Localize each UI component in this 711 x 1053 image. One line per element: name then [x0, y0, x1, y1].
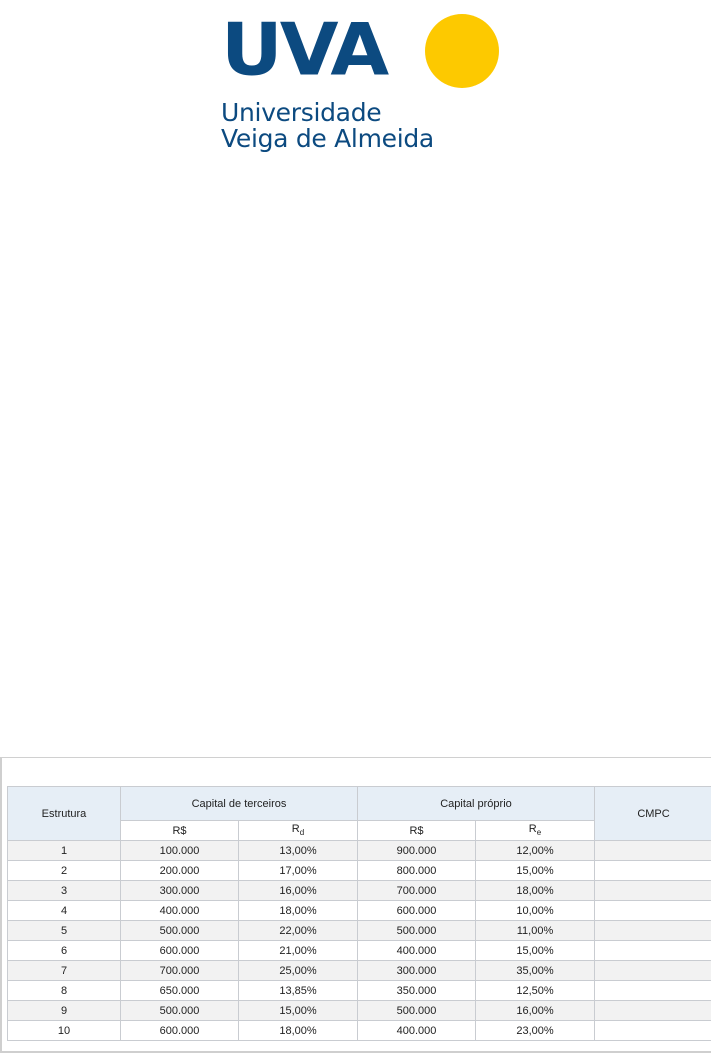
- cell-rd: 22,00%: [239, 921, 358, 941]
- cell-re: 10,00%: [476, 901, 595, 921]
- cell-re: 12,50%: [476, 981, 595, 1001]
- cell-proprio-rs: 400.000: [358, 1021, 476, 1041]
- cell-rd: 18,00%: [239, 901, 358, 921]
- table-body: [8, 841, 711, 1041]
- cell-terceiros-rs: 500.000: [121, 1001, 239, 1021]
- logo-letters: UVA: [221, 7, 387, 92]
- logo-name-line1: Universidade: [221, 98, 382, 127]
- cell-cmpc[interactable]: [595, 861, 711, 881]
- capital-structure-table: [7, 786, 711, 1041]
- table-row: [8, 921, 711, 941]
- cell-proprio-rs: 300.000: [358, 961, 476, 981]
- cell-estrutura: 1: [8, 841, 121, 861]
- table-row: [8, 881, 711, 901]
- subheader-rd: [239, 821, 358, 841]
- cell-cmpc[interactable]: [595, 1021, 711, 1041]
- cell-proprio-rs: 700.000: [358, 881, 476, 901]
- cell-terceiros-rs: 500.000: [121, 921, 239, 941]
- cell-re: 11,00%: [476, 921, 595, 941]
- cell-cmpc[interactable]: [595, 901, 711, 921]
- cell-re: 18,00%: [476, 881, 595, 901]
- cell-terceiros-rs: 400.000: [121, 901, 239, 921]
- cell-cmpc[interactable]: [595, 1001, 711, 1021]
- cell-rd: 15,00%: [239, 1001, 358, 1021]
- cell-proprio-rs: 500.000: [358, 1001, 476, 1021]
- cell-cmpc[interactable]: [595, 841, 711, 861]
- cell-rd: 17,00%: [239, 861, 358, 881]
- cell-proprio-rs: 400.000: [358, 941, 476, 961]
- cell-rd: 25,00%: [239, 961, 358, 981]
- cell-cmpc[interactable]: [595, 921, 711, 941]
- capital-structure-table-panel: [0, 757, 711, 1053]
- cell-estrutura: 7: [8, 961, 121, 981]
- subheader-terceiros-rs: R$: [121, 821, 239, 841]
- cell-proprio-rs: 600.000: [358, 901, 476, 921]
- table-row: [8, 1021, 711, 1041]
- cell-terceiros-rs: 200.000: [121, 861, 239, 881]
- table-header-row: [8, 787, 711, 821]
- subheader-rd-base: R: [291, 823, 300, 836]
- table-row: [8, 1001, 711, 1021]
- table-row: [8, 981, 711, 1001]
- cell-estrutura: 2: [8, 861, 121, 881]
- logo-university-name: [221, 100, 434, 152]
- logo-mark: [221, 7, 387, 92]
- subheader-re: [476, 821, 595, 841]
- cell-estrutura: 4: [8, 901, 121, 921]
- cell-rd: 16,00%: [239, 881, 358, 901]
- cell-rd: 18,00%: [239, 1021, 358, 1041]
- cell-estrutura: 8: [8, 981, 121, 1001]
- cell-estrutura: 10: [8, 1021, 121, 1041]
- table-row: [8, 901, 711, 921]
- table-row: [8, 941, 711, 961]
- cell-estrutura: 5: [8, 921, 121, 941]
- cell-proprio-rs: 900.000: [358, 841, 476, 861]
- table-row: [8, 861, 711, 881]
- cell-terceiros-rs: 300.000: [121, 881, 239, 901]
- cell-re: 35,00%: [476, 961, 595, 981]
- cell-rd: 13,85%: [239, 981, 358, 1001]
- cell-re: 15,00%: [476, 941, 595, 961]
- cell-re: 15,00%: [476, 861, 595, 881]
- header-capital-terceiros: Capital de terceiros: [121, 787, 358, 821]
- subheader-re-base: R: [528, 823, 537, 836]
- cell-cmpc[interactable]: [595, 881, 711, 901]
- logo-name-line2: Veiga de Almeida: [221, 124, 434, 153]
- cell-terceiros-rs: 600.000: [121, 941, 239, 961]
- header-capital-proprio: Capital próprio: [358, 787, 595, 821]
- subheader-re-sub: e: [536, 828, 542, 838]
- header-estrutura: Estrutura: [8, 787, 121, 841]
- table-row: [8, 841, 711, 861]
- cell-rd: 13,00%: [239, 841, 358, 861]
- cell-cmpc[interactable]: [595, 941, 711, 961]
- cell-estrutura: 9: [8, 1001, 121, 1021]
- logo-sun-icon: [425, 14, 499, 88]
- cell-proprio-rs: 350.000: [358, 981, 476, 1001]
- cell-estrutura: 6: [8, 941, 121, 961]
- cell-cmpc[interactable]: [595, 961, 711, 981]
- table-row: [8, 961, 711, 981]
- cell-terceiros-rs: 650.000: [121, 981, 239, 1001]
- cell-proprio-rs: 800.000: [358, 861, 476, 881]
- cell-cmpc[interactable]: [595, 981, 711, 1001]
- subheader-proprio-rs: R$: [358, 821, 476, 841]
- subheader-rd-sub: d: [299, 828, 305, 838]
- cell-proprio-rs: 500.000: [358, 921, 476, 941]
- cell-re: 23,00%: [476, 1021, 595, 1041]
- uva-logo: [221, 7, 511, 154]
- cell-terceiros-rs: 100.000: [121, 841, 239, 861]
- header-cmpc: CMPC: [595, 787, 711, 841]
- cell-re: 16,00%: [476, 1001, 595, 1021]
- cell-terceiros-rs: 600.000: [121, 1021, 239, 1041]
- cell-rd: 21,00%: [239, 941, 358, 961]
- cell-terceiros-rs: 700.000: [121, 961, 239, 981]
- cell-re: 12,00%: [476, 841, 595, 861]
- cell-estrutura: 3: [8, 881, 121, 901]
